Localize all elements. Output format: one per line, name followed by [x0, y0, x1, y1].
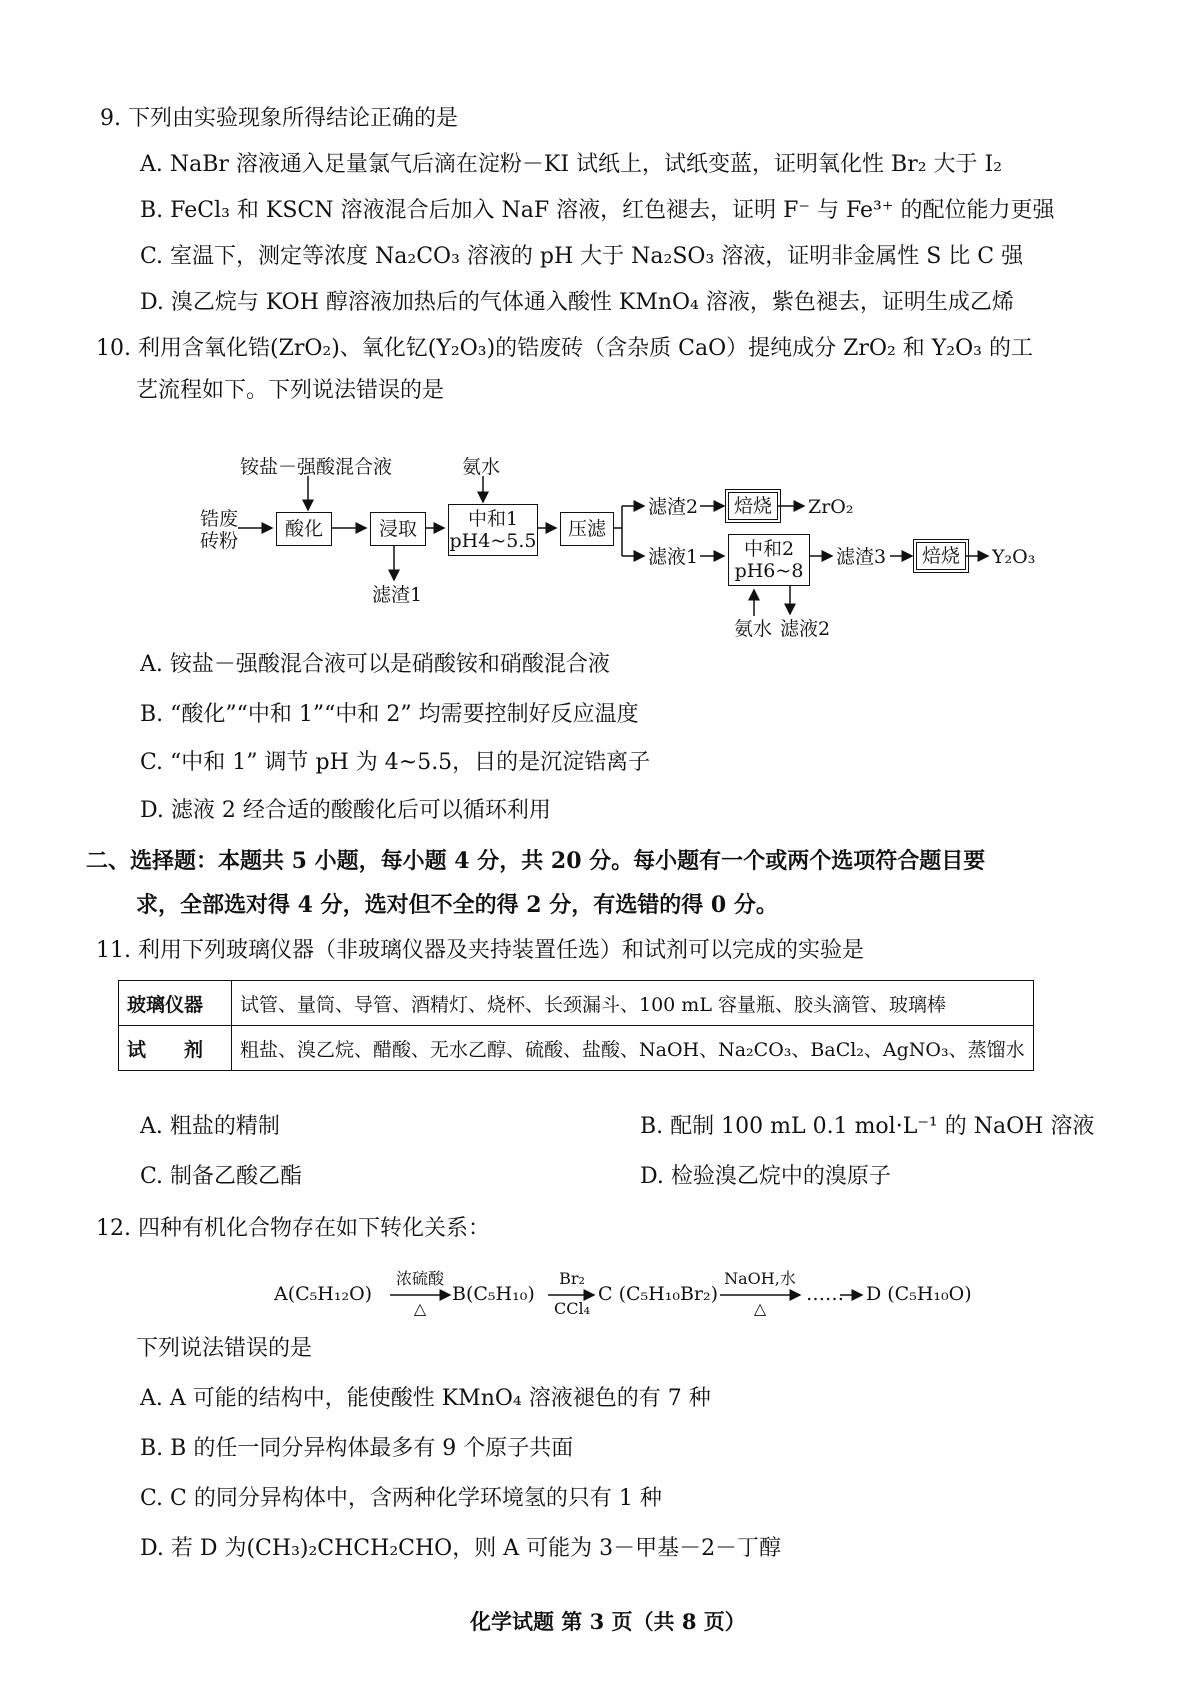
- q10-option-d: D. 滤液 2 经合适的酸酸化后可以循环利用: [140, 798, 551, 823]
- compound-b: B(C₅H₁₀): [452, 1283, 535, 1305]
- q9-option-d: D. 溴乙烷与 KOH 醇溶液加热后的气体通入酸性 KMnO₄ 溶液，紫色褪去，证明生成乙烯: [140, 290, 1014, 315]
- q10-option-c: C. “中和 1” 调节 pH 为 4~5.5，目的是沉淀锆离子: [140, 750, 651, 775]
- q10-stem-line2: 艺流程如下。下列说法错误的是: [136, 378, 445, 403]
- q12-option-b: B. B 的任一同分异构体最多有 9 个原子共面: [140, 1436, 574, 1461]
- condition-2-bottom: CCl₄: [553, 1299, 590, 1318]
- q12-option-c: C. C 的同分异构体中，含两种化学环境氢的只有 1 种: [140, 1486, 662, 1511]
- residue-3: 滤渣3: [836, 546, 887, 568]
- step-leach-label: 浸取: [378, 518, 417, 540]
- compound-d: D (C₅H₁₀O): [866, 1283, 972, 1305]
- product-y2o3: Y₂O₃: [992, 546, 1036, 568]
- q12-option-d: D. 若 D 为(CH₃)₂CHCH₂CHO，则 A 可能为 3－甲基－2－丁醇: [140, 1536, 782, 1561]
- step-calcine-2-label: 焙烧: [921, 545, 960, 567]
- residue-1: 滤渣1: [372, 584, 423, 606]
- section-2-instructions-line2: 求，全部选对得 4 分，选对但不全的得 2 分，有选错的得 0 分。: [136, 892, 778, 918]
- filtrate-1: 滤液1: [648, 546, 699, 568]
- condition-2-top: Br₂: [559, 1269, 585, 1288]
- step-calcine-1-label: 焙烧: [733, 495, 772, 517]
- condition-1-top: 浓硫酸: [395, 1269, 444, 1288]
- q11-stem: 11. 利用下列玻璃仪器（非玻璃仪器及夹持装置任选）和试剂可以完成的实验是: [96, 938, 864, 963]
- q9-stem: 9. 下列由实验现象所得结论正确的是: [100, 106, 458, 131]
- q12-stem: 12. 四种有机化合物存在如下转化关系：: [96, 1216, 490, 1241]
- q9-option-a: A. NaBr 溶液通入足量氯气后滴在淀粉－KI 试纸上，试纸变蓝，证明氧化性 Br₂ 大于 I₂: [140, 152, 1003, 177]
- q11-option-d: D. 检验溴乙烷中的溴原子: [640, 1164, 891, 1189]
- condition-3-top: NaOH,水: [724, 1269, 796, 1288]
- step-neutralize-1-ph: pH4~5.5: [449, 530, 537, 552]
- condition-3-bottom: △: [753, 1299, 767, 1318]
- compound-c: C (C₅H₁₀Br₂): [598, 1283, 719, 1305]
- condition-1-bottom: △: [413, 1299, 427, 1318]
- q10-option-b: B. “酸化”“中和 1”“中和 2” 均需要控制好反应温度: [140, 702, 639, 727]
- reagent-ammonia-2: 氨水: [734, 618, 773, 640]
- table-head-reagents: 试 剂: [119, 1026, 232, 1071]
- filtrate-2: 滤液2: [780, 618, 831, 640]
- product-zro2: ZrO₂: [808, 496, 854, 518]
- step-neutralize-2-ph: pH6~8: [734, 560, 804, 582]
- q9-option-c: C. 室温下，测定等浓度 Na₂CO₃ 溶液的 pH 大于 Na₂SO₃ 溶液，证明非金属性 S 比 C 强: [140, 244, 1024, 269]
- reagent-ammonium-acid: 铵盐－强酸混合液: [240, 456, 393, 478]
- q12-option-a: A. A 可能的结构中，能使酸性 KMnO₄ 溶液褪色的有 7 种: [140, 1386, 711, 1411]
- q11-option-c: C. 制备乙酸乙酯: [140, 1164, 303, 1189]
- residue-2: 滤渣2: [648, 496, 699, 518]
- table-head-glassware: 玻璃仪器: [119, 981, 232, 1026]
- reagent-ammonia-1: 氨水: [462, 456, 501, 478]
- q10-option-a: A. 铵盐－强酸混合液可以是硝酸铵和硝酸混合液: [140, 652, 610, 677]
- q11-option-a: A. 粗盐的精制: [140, 1114, 280, 1139]
- step-acidify-label: 酸化: [284, 518, 323, 540]
- q9-option-b: B. FeCl₃ 和 KSCN 溶液混合后加入 NaF 溶液，红色褪去，证明 F⁻ 与 Fe³⁺ 的配位能力更强: [140, 198, 1055, 223]
- table-cell-reagents: 粗盐、溴乙烷、醋酸、无水乙醇、硫酸、盐酸、NaOH、Na₂CO₃、BaCl₂、AgNO₃、蒸馏水: [232, 1026, 1034, 1071]
- step-press-filter-label: 压滤: [567, 518, 606, 540]
- page-footer: 化学试题 第 3 页（共 8 页）: [470, 1609, 746, 1634]
- section-2-instructions-line1: 二、选择题：本题共 5 小题，每小题 4 分，共 20 分。每小题有一个或两个选项符合题目要: [86, 848, 986, 874]
- table-cell-glassware: 试管、量筒、导管、酒精灯、烧杯、长颈漏斗、100 mL 容量瓶、胶头滴管、玻璃棒: [232, 981, 1034, 1026]
- q12-sub-stem: 下列说法错误的是: [136, 1336, 313, 1361]
- step-neutralize-2-name: 中和2: [743, 538, 795, 560]
- q11-option-b: B. 配制 100 mL 0.1 mol·L⁻¹ 的 NaOH 溶液: [640, 1114, 1095, 1139]
- compound-a: A(C₅H₁₂O): [274, 1283, 373, 1305]
- step-neutralize-1-name: 中和1: [467, 508, 519, 530]
- scheme-ellipsis: ……: [806, 1283, 844, 1305]
- q10-stem-line1: 10. 利用含氧化锆(ZrO₂)、氧化钇(Y₂O₃)的锆废砖（含杂质 CaO）提纯成分 ZrO₂ 和 Y₂O₃ 的工: [96, 336, 1033, 361]
- start-material: 锆废 砖粉: [200, 508, 239, 552]
